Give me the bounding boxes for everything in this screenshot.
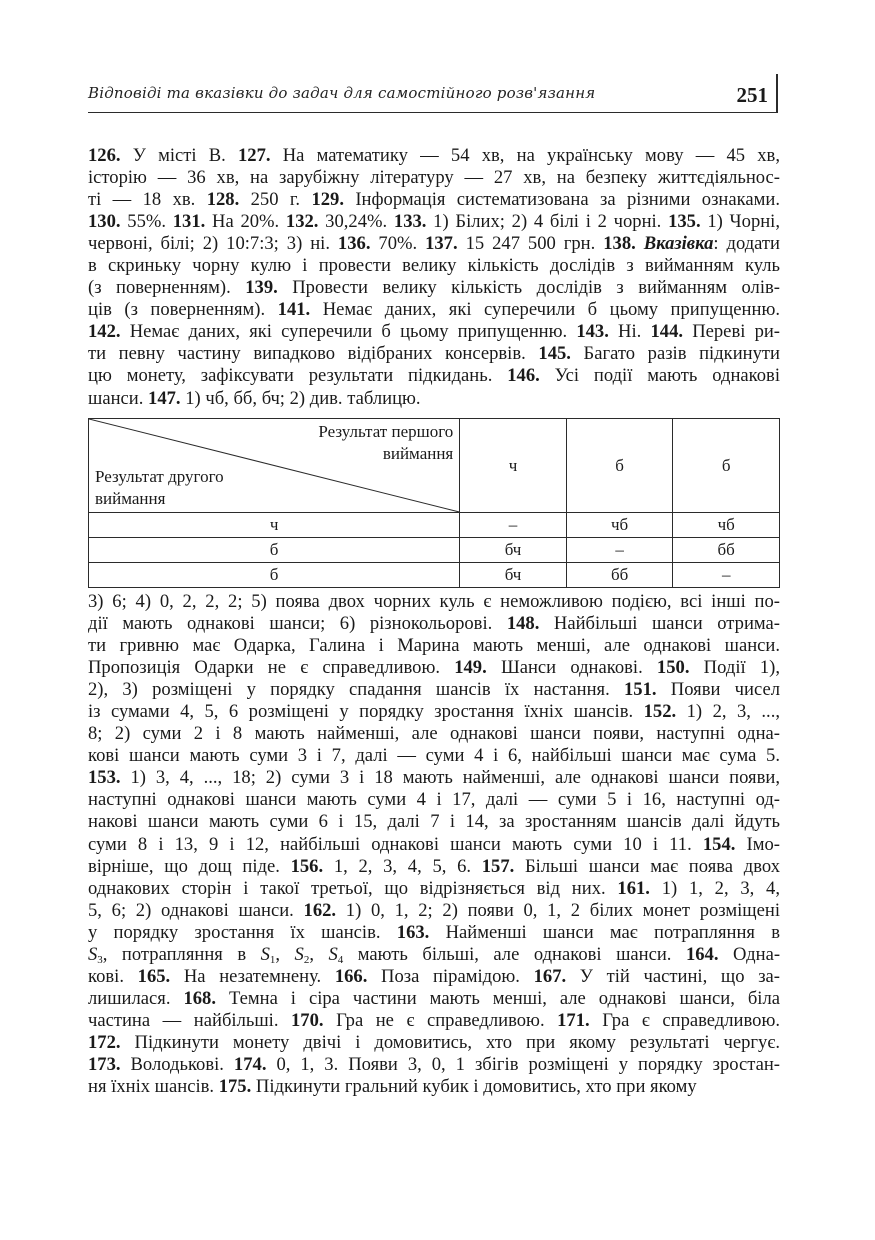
table-header-row (89, 419, 780, 513)
answer-text: 1) чб, бб, бч; 2) див. таблицю. (180, 387, 421, 409)
answer-text: Підкинути монету двічі і домовитись, хто при якому результаті чергує. (120, 1031, 780, 1053)
answer-number: 154. (702, 833, 736, 855)
answer-text: Гра не є справедливою. (323, 1009, 558, 1031)
answer-number: 151. (624, 679, 657, 701)
text-line (88, 878, 780, 900)
answer-text: 70%. (370, 233, 426, 255)
answer-number: 146. (507, 365, 540, 387)
answer-text: , потрапляння в (102, 943, 261, 965)
answer-text: суми 8 і 13, 9 і 12, найбільші однакові шанси мають суми 10 і 11. (88, 833, 703, 855)
answer-text: Найменші шанси має потрапляння в (429, 921, 780, 943)
text-line (88, 789, 780, 811)
text-line (88, 657, 780, 679)
answer-text: 1) Чорні, (700, 211, 780, 233)
text-line (88, 767, 780, 789)
answer-text: ців (з поверненням). (88, 299, 278, 321)
table-row (89, 538, 780, 563)
text-line (88, 299, 780, 321)
text-line (88, 834, 780, 856)
answer-text: Багато разів підкинути (570, 343, 780, 365)
answer-number: 167. (533, 965, 567, 987)
math-variable: S (294, 943, 304, 965)
answer-number: 132. (285, 211, 319, 233)
text-line (88, 255, 780, 277)
table-cell: бб (673, 538, 780, 563)
text-line (88, 966, 780, 988)
math-variable: S (88, 943, 98, 965)
table-cell: чб (566, 513, 673, 538)
text-line (88, 811, 780, 833)
text-line (88, 723, 780, 745)
answer-text: 15 247 500 грн. (457, 233, 604, 255)
answer-number: 130. (88, 211, 121, 233)
answer-text: мають більші, але однакові шанси. (343, 943, 686, 965)
answer-text: Гра є справедливою. (589, 1009, 780, 1031)
table-cell: бб (566, 563, 673, 588)
text-line (88, 591, 780, 613)
text-line (88, 167, 780, 189)
math-subscript: 4 (337, 953, 344, 966)
answer-text: Поза пірамідою. (367, 965, 534, 987)
answer-text: Шанси однакові. (486, 657, 657, 679)
answer-text: Усі події мають однакові (539, 365, 780, 387)
answer-text: 1) 3, 4, ..., 18; 2) суми 3 і 18 мають найменші, але однакові шанси появи, (120, 767, 780, 789)
math-subscript: 2 (303, 953, 310, 966)
answer-text: Події 1), (689, 657, 780, 679)
table-cell: – (673, 563, 780, 588)
answer-number: 139. (245, 277, 278, 299)
first-draw-header (318, 421, 453, 465)
text-line (88, 388, 780, 410)
answer-text: дії мають однакові шанси; 6) різнокольорові. (88, 613, 507, 635)
answer-number: 147. (148, 387, 181, 409)
answer-number: 142. (88, 321, 121, 343)
answers-paragraph-bottom (88, 591, 780, 1098)
answer-number: 172. (88, 1031, 121, 1053)
answer-text: в скриньку чорну кулю і провести велику кількість дослідів з вийманням куль (88, 255, 780, 277)
answer-text: Володькові. (120, 1053, 234, 1075)
answer-number: 150. (656, 657, 690, 679)
table-cell: бч (460, 563, 567, 588)
answer-number: 137. (425, 233, 458, 255)
answer-text: у порядку зростання їх шансів. (88, 921, 397, 943)
answer-number: 157. (481, 855, 515, 877)
text-line (88, 922, 780, 944)
answer-number: 174. (233, 1053, 267, 1075)
answer-text: (з поверненням). (88, 277, 246, 299)
page-number: 251 (736, 83, 768, 107)
text-line (88, 988, 780, 1010)
row-header: ч (89, 513, 460, 538)
text-line (88, 679, 780, 701)
answer-text: 1) 1, 2, 3, 4, (649, 877, 780, 899)
answers-paragraph-top (88, 145, 780, 410)
text-line (88, 145, 780, 167)
table-cell: бч (460, 538, 567, 563)
text-line (88, 701, 780, 723)
answer-text: На незатемнену. (170, 965, 335, 987)
first-draw-header-line2: виймання (382, 444, 454, 463)
text-line (88, 1010, 780, 1032)
answer-number: 145. (538, 343, 571, 365)
math-subscript: 3 (97, 953, 103, 966)
text-line (88, 745, 780, 767)
answer-text: 8; 2) суми 2 і 8 мають найменші, але однакові шанси появи, наступні одна- (88, 723, 780, 745)
answer-text: накові шанси мають суми 6 і 15, далі 7 і 14, за зростанням шансів далі йдуть (88, 811, 780, 833)
answer-text: лишилася. (88, 987, 184, 1009)
answer-text: Пропозиція Одарки не є справедливою. (88, 657, 455, 679)
answer-number: 173. (88, 1053, 121, 1075)
second-draw-header-line1: Результат другого (95, 467, 224, 486)
answer-number: 128. (206, 189, 240, 211)
answer-text: Імо- (735, 833, 780, 855)
answer-number: 163. (396, 921, 430, 943)
answer-text: Найбільші шанси отрима- (539, 613, 780, 635)
answer-text: шанси. (88, 387, 149, 409)
text-line (88, 856, 780, 878)
answer-text: Появи чисел (656, 679, 780, 701)
answer-text: Одна- (718, 943, 780, 965)
column-header: б (673, 419, 780, 513)
answer-number: 135. (668, 211, 701, 233)
math-variable: S (328, 943, 338, 965)
text-line (88, 613, 780, 635)
answer-text: 1) 0, 1, 2; 2) появи 0, 1, 2 білих монет розміщені (336, 899, 780, 921)
answer-text: ти гривню має Одарка, Галина і Марина мають менші, але однакові шанси. (88, 635, 780, 657)
answer-number: 162. (303, 899, 337, 921)
answer-number: 138. (603, 233, 636, 255)
answer-number: 129. (311, 189, 344, 211)
answer-text: 250 г. (239, 189, 312, 211)
answer-text (636, 233, 644, 254)
first-draw-header-line1: Результат першого (318, 422, 454, 441)
answer-text: На математику — 54 хв, на українську мову — 45 хв, (270, 145, 780, 166)
second-draw-header-line2: виймання (95, 489, 166, 508)
text-line (88, 233, 780, 255)
answer-text: 30,24%. (318, 211, 394, 233)
text-line (88, 321, 780, 343)
text-line (88, 900, 780, 922)
table-cell: – (460, 513, 567, 538)
answer-text: ти певну частину випадково відібраних консервів. (88, 343, 539, 365)
answer-text: 3) 6; 4) 0, 2, 2, 2; 5) поява двох чорних куль є неможливою подією, всі інші по- (88, 591, 780, 612)
text-line (88, 1054, 780, 1076)
answer-number: 127. (238, 145, 271, 166)
answer-text: Темна і сіра частини мають менші, але однакові шанси, біла (216, 987, 780, 1009)
answer-number: 133. (393, 211, 427, 233)
answer-number: 166. (334, 965, 368, 987)
answer-number: 156. (290, 855, 324, 877)
text-line (88, 635, 780, 657)
table-cell: – (566, 538, 673, 563)
answer-text: Підкинути гральний кубик і домовитись, хто при якому (251, 1076, 697, 1098)
answer-number: 161. (617, 877, 650, 899)
answer-text: Ні. (608, 321, 651, 343)
answer-text: 1) Білих; 2) 4 білі і 2 чорні. (426, 211, 669, 233)
answer-text: Провести велику кількість дослідів з вийманням олів- (277, 277, 780, 299)
answer-number: 136. (337, 233, 371, 255)
answer-text: У місті В. (120, 145, 238, 166)
text-line (88, 343, 780, 365)
answer-number: 152. (643, 701, 677, 723)
running-header (88, 74, 778, 113)
answer-text: червоні, білі; 2) 10:7:3; 3) ні. (88, 233, 338, 255)
answer-text: кові шанси мають суми 3 і 7, далі — суми 4 і 6, найбільші шанси має сума 5. (88, 745, 780, 767)
text-line (88, 1032, 780, 1054)
answer-text: частина — найбільші. (88, 1009, 291, 1031)
answer-text: наступні однакові шанси мають суми 4 і 17, далі — суми 5 і 16, наступні од- (88, 789, 780, 811)
answer-text: вірніше, що дощ піде. (88, 855, 291, 877)
answer-number: 164. (685, 943, 719, 965)
running-header-title: Відповіді та вказівки до задач для самостійного розв'язання (88, 84, 596, 102)
answer-text: 0, 1, 3. Появи 3, 0, 1 збігів розміщені у порядку зростан- (266, 1053, 780, 1075)
second-draw-header (95, 466, 224, 510)
answer-text: Більші шанси має поява двох (514, 855, 780, 877)
answer-text: У тій частині, що за- (566, 965, 780, 987)
answer-text: однакових сторін і такої третьої, що відрізняється від них. (88, 877, 618, 899)
answer-number: 131. (172, 211, 206, 233)
answer-text: ня їхніх шансів. (88, 1076, 219, 1098)
answer-number: 153. (88, 767, 121, 789)
row-header: б (89, 538, 460, 563)
answer-number: 144. (650, 321, 684, 343)
answer-text: 55%. (120, 211, 173, 233)
text-line (88, 1076, 780, 1098)
draws-outcome-table (88, 418, 780, 588)
diagonal-header-cell (89, 419, 460, 513)
answer-number: 175. (218, 1076, 252, 1098)
answer-text: , (275, 943, 295, 965)
answer-text: цю монету, зафіксувати результати підкидань. (88, 365, 508, 387)
math-subscript: 1 (269, 953, 276, 966)
answer-text: : додати (713, 233, 780, 255)
answer-number: 126. (88, 145, 121, 166)
answer-text: 5, 6; 2) однакові шанси. (88, 899, 304, 921)
answer-text: Інформація систематизована за різними ознаками. (343, 189, 780, 211)
answer-number: 143. (576, 321, 609, 343)
answer-number: 171. (557, 1009, 590, 1031)
answer-number: 168. (183, 987, 216, 1009)
row-header: б (89, 563, 460, 588)
answer-text: кові. (88, 965, 138, 987)
answer-number: 165. (137, 965, 171, 987)
answer-text: ті — 18 хв. (88, 189, 207, 211)
answer-text: Переві ри- (683, 321, 780, 343)
math-variable: S (260, 943, 270, 965)
answer-text: із сумами 4, 5, 6 розміщені у порядку зростання їхніх шансів. (88, 701, 644, 723)
answer-text: , (309, 943, 329, 965)
text-line (88, 211, 780, 233)
text-line (88, 189, 780, 211)
text-line (88, 944, 780, 966)
hint-label: Вказівка (643, 233, 714, 255)
answer-text: 1, 2, 3, 4, 5, 6. (323, 855, 482, 877)
text-line (88, 277, 780, 299)
answer-text: 1) 2, 3, ..., (676, 701, 780, 723)
answer-text: Немає даних, які суперечили б цьому припущенню. (120, 321, 577, 343)
answer-text: Немає даних, які суперечили б цьому припущенню. (310, 299, 780, 321)
column-header: ч (460, 419, 567, 513)
answer-text: На 20%. (205, 211, 286, 233)
table-cell: чб (673, 513, 780, 538)
answer-number: 141. (277, 299, 311, 321)
column-header: б (566, 419, 673, 513)
table-row (89, 513, 780, 538)
answer-number: 148. (506, 613, 540, 635)
answer-text: 2), 3) розміщені у порядку спадання шансів їх настання. (88, 679, 624, 701)
table-row (89, 563, 780, 588)
answer-number: 170. (291, 1009, 324, 1031)
answer-text: історію — 36 хв, на зарубіжну літературу — 27 хв, на безпеку життєдіяльнос- (88, 167, 780, 189)
answer-number: 149. (454, 657, 487, 679)
text-line (88, 365, 780, 387)
